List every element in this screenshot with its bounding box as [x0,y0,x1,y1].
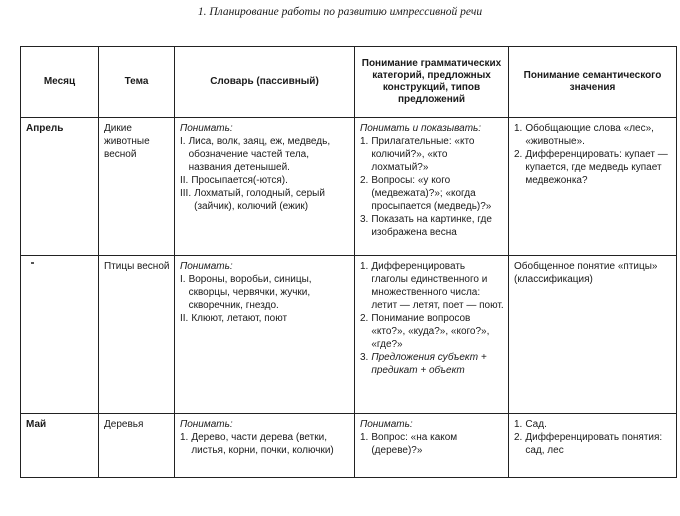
grammar-cell [355,414,509,478]
item-text: Обобщающие слова «лес», «животные». [525,123,654,147]
item-number: II. [180,313,189,324]
semantic-cell: Обобщенное понятие «птицы» (классификация) [509,256,677,414]
table-row [21,414,677,478]
item-number: III. [180,188,192,199]
item-text: Дифференцировать: купает — купается, где медведь купает медвежонка? [525,149,668,186]
vocab-lead: Понимать: [180,419,233,430]
vocab-cell [175,118,355,256]
item-text: Сад. [525,419,547,430]
vocab-cell [175,256,355,414]
list-item [180,431,350,457]
list-item [360,312,504,351]
item-text: Вопросы: «у кого (медвежата)?»; «когда просыпается (медведь)?» [371,175,492,212]
header-vocab: Словарь (пассивный) [175,47,355,118]
item-text: Дифференцировать глаголы единственного и множественного числа: летит — летят, поет — поют. [371,261,504,311]
item-text: Клюют, летают, поют [191,313,288,324]
table-row [21,118,677,256]
item-text: Просыпается(-ются). [191,175,288,186]
list-item [180,312,350,325]
header-row [21,47,677,118]
header-semantic: Понимание семантического значения [509,47,677,118]
grammar-lead: Понимать и показывать: [360,123,482,134]
list-item [180,187,350,213]
item-number: 1. [360,432,369,443]
page-title: 1. Планирование работы по развитию импрессивной речи [197,6,483,18]
list-item [360,431,504,457]
item-text: Показать на картинке, где изображена весна [371,214,492,238]
item-text: Лиса, волк, заяц, еж, медведь, обозначение частей тела, названия детенышей. [188,136,331,173]
item-number: 3. [360,352,369,363]
list-item [180,135,350,174]
month-cell [21,256,99,414]
item-text: Понимание вопросов «кто?», «куда?», «кого?», «где?» [371,313,490,350]
item-number: 1. [180,432,189,443]
planning-table [20,46,677,478]
list-item [360,174,504,213]
item-number: 3. [360,214,369,225]
item-number: 1. [514,419,523,430]
item-number: 2. [514,149,523,160]
vocab-list [180,135,350,213]
list-item [180,273,350,312]
item-number: 2. [360,313,369,324]
list-item [360,213,504,239]
vocab-list [180,273,350,325]
item-text: Вопрос: «на каком (дереве)?» [371,432,458,456]
list-item [360,135,504,174]
header-month: Месяц [21,47,99,118]
item-number: I. [180,136,186,147]
item-number: I. [180,274,186,285]
item-number: 1. [514,123,523,134]
item-number: II. [180,175,189,186]
list-item [514,418,672,431]
semantic-cell [509,414,677,478]
scan-speck [31,262,34,264]
theme-cell: Птицы весной [99,256,175,414]
list-item [514,431,672,457]
grammar-list [360,431,504,457]
semantic-cell [509,118,677,256]
list-item [514,122,672,148]
month-cell: Май [21,414,99,478]
vocab-cell [175,414,355,478]
item-text: Вороны, воробьи, синицы, скворцы, червячки, жучки, скворечник, гнездо. [188,274,312,311]
theme-cell: Деревья [99,414,175,478]
item-text: Предложения субъект + предикат + объект [371,352,487,376]
vocab-lead: Понимать: [180,123,233,134]
grammar-list [360,135,504,239]
grammar-lead: Понимать: [360,419,413,430]
item-text: Дерево, части дерева (ветки, листья, корни, почки, колючки) [191,432,334,456]
item-number: 1. [360,261,369,272]
list-item [360,351,504,377]
item-number: 2. [360,175,369,186]
item-text: Прилагательные: «кто колючий?», «кто лохматый?» [371,136,475,173]
semantic-list [514,418,672,457]
item-text: Дифференцировать понятия: сад, лес [525,432,663,456]
grammar-cell [355,256,509,414]
theme-cell: Дикие животные весной [99,118,175,256]
header-grammar: Понимание грамматических категорий, предложных конструкций, типов предложений [355,47,509,118]
month-cell: Апрель [21,118,99,256]
grammar-cell [355,118,509,256]
list-item [360,260,504,312]
vocab-lead: Понимать: [180,261,233,272]
table-row [21,256,677,414]
semantic-list [514,122,672,187]
item-number: 1. [360,136,369,147]
item-text: Лохматый, голодный, серый (зайчик), колючий (ежик) [194,188,325,212]
grammar-list [360,260,504,377]
item-number: 2. [514,432,523,443]
vocab-list [180,431,350,457]
list-item [514,148,672,187]
list-item [180,174,350,187]
header-theme: Тема [99,47,175,118]
